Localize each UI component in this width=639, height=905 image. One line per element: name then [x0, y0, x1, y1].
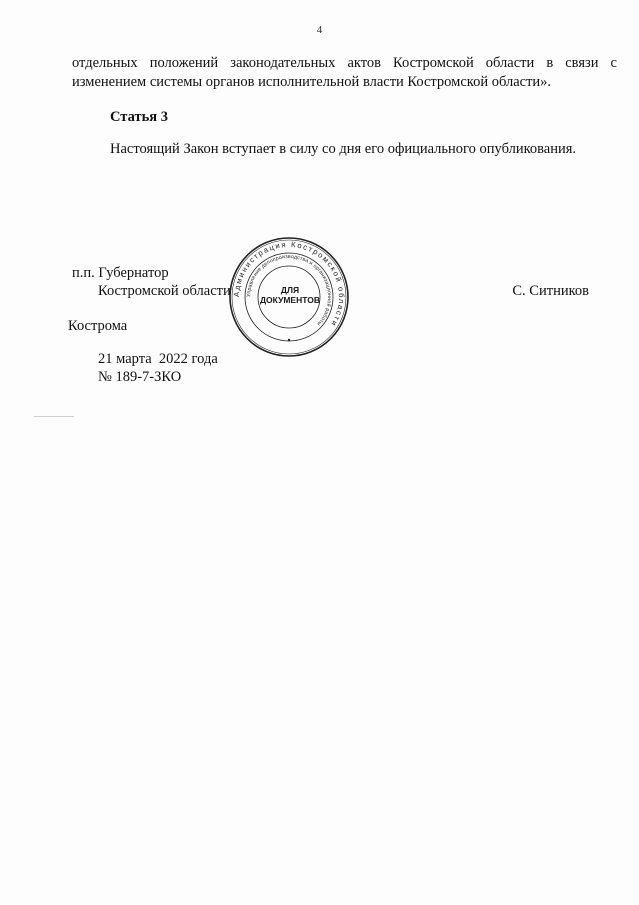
law-date: 21 марта 2022 года [98, 351, 218, 367]
stamp-inner-text: Управление делопроизводства и организационной работы [245, 253, 333, 327]
scan-artifact-line [34, 416, 74, 417]
intro-paragraph-line-1: отдельных положений законодательных актов Костромской области в связи с [72, 55, 617, 71]
article-text: Настоящий Закон вступает в силу со дня его официального опубликования. [110, 141, 577, 157]
signatory-name: С. Ситников [512, 283, 589, 299]
signatory-region: Костромской области [98, 283, 231, 299]
intro-paragraph [72, 54, 617, 92]
signatory-title: п.п. Губернатор [72, 265, 169, 281]
law-number: № 189-7-ЗКО [98, 369, 182, 385]
intro-paragraph-line-2: изменением системы органов исполнительной власти Костромской области». [72, 74, 552, 90]
stamp-outer-text: Администрация Костромской области [231, 239, 347, 329]
city: Кострома [68, 318, 128, 334]
article-heading: Статья 3 [110, 109, 168, 125]
stamp-center-line-1: ДЛЯ [280, 285, 300, 295]
stamp-center-line-2: ДОКУМЕНТОВ [260, 295, 320, 305]
stamp-center-label [256, 285, 324, 305]
page-number: 4 [316, 24, 323, 36]
